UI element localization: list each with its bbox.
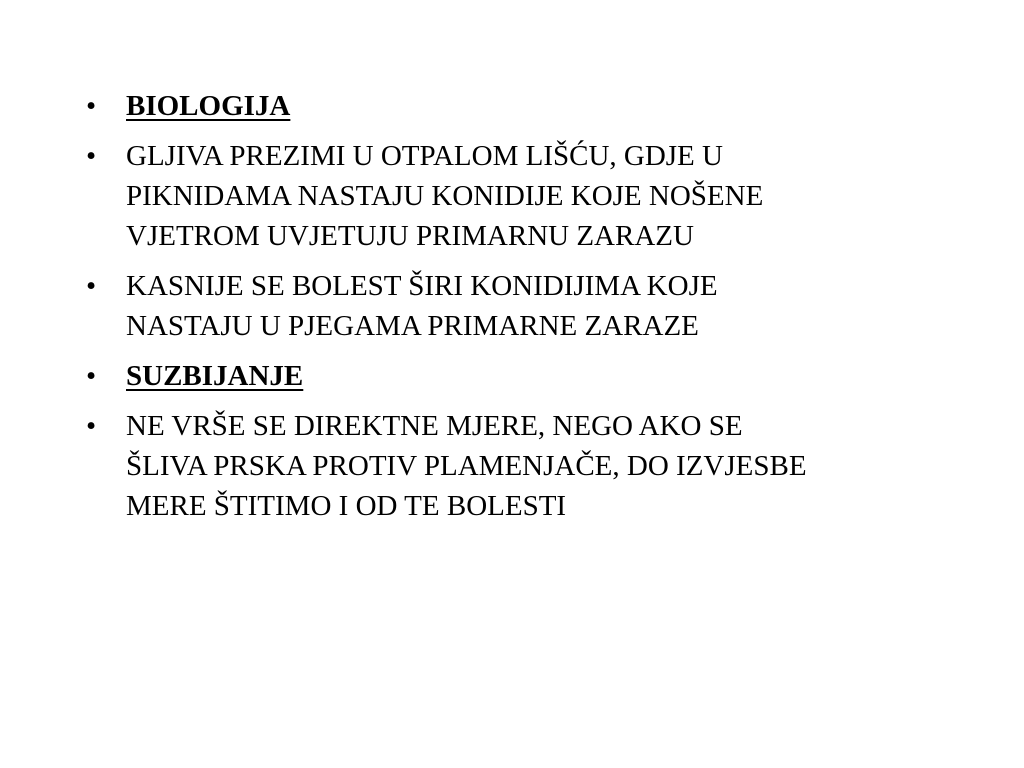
bullet-icon: • <box>86 270 97 302</box>
bullet-item-overwintering <box>86 136 946 256</box>
bullet-icon: • <box>86 360 97 392</box>
bullet-item-suzbijanje <box>86 356 946 396</box>
section-heading-suzbijanje: SUZBIJANJE <box>126 360 304 392</box>
bullet-icon: • <box>86 410 97 442</box>
bullet-text-spread: KASNIJE SE BOLEST ŠIRI KONIDIJIMA KOJE NASTAJU U PJEGAMA PRIMARNE ZARAZE <box>126 270 718 342</box>
bullet-item-biologija <box>86 86 946 126</box>
bullet-text-measures: NE VRŠE SE DIREKTNE MJERE, NEGO AKO SE ŠLIVA PRSKA PROTIV PLAMENJAČE, DO IZVJESBE MERE ŠTITIMO I OD TE BOLESTI <box>126 410 807 522</box>
bullet-item-spread <box>86 266 946 346</box>
bullet-list <box>86 86 946 536</box>
bullet-icon: • <box>86 140 97 172</box>
section-heading-biologija: BIOLOGIJA <box>126 90 291 122</box>
bullet-text-overwintering: GLJIVA PREZIMI U OTPALOM LIŠĆU, GDJE U PIKNIDAMA NASTAJU KONIDIJE KOJE NOŠENE VJETROM UVJETUJU PRIMARNU ZARAZU <box>126 140 764 252</box>
bullet-icon: • <box>86 90 97 122</box>
bullet-item-measures <box>86 406 946 526</box>
